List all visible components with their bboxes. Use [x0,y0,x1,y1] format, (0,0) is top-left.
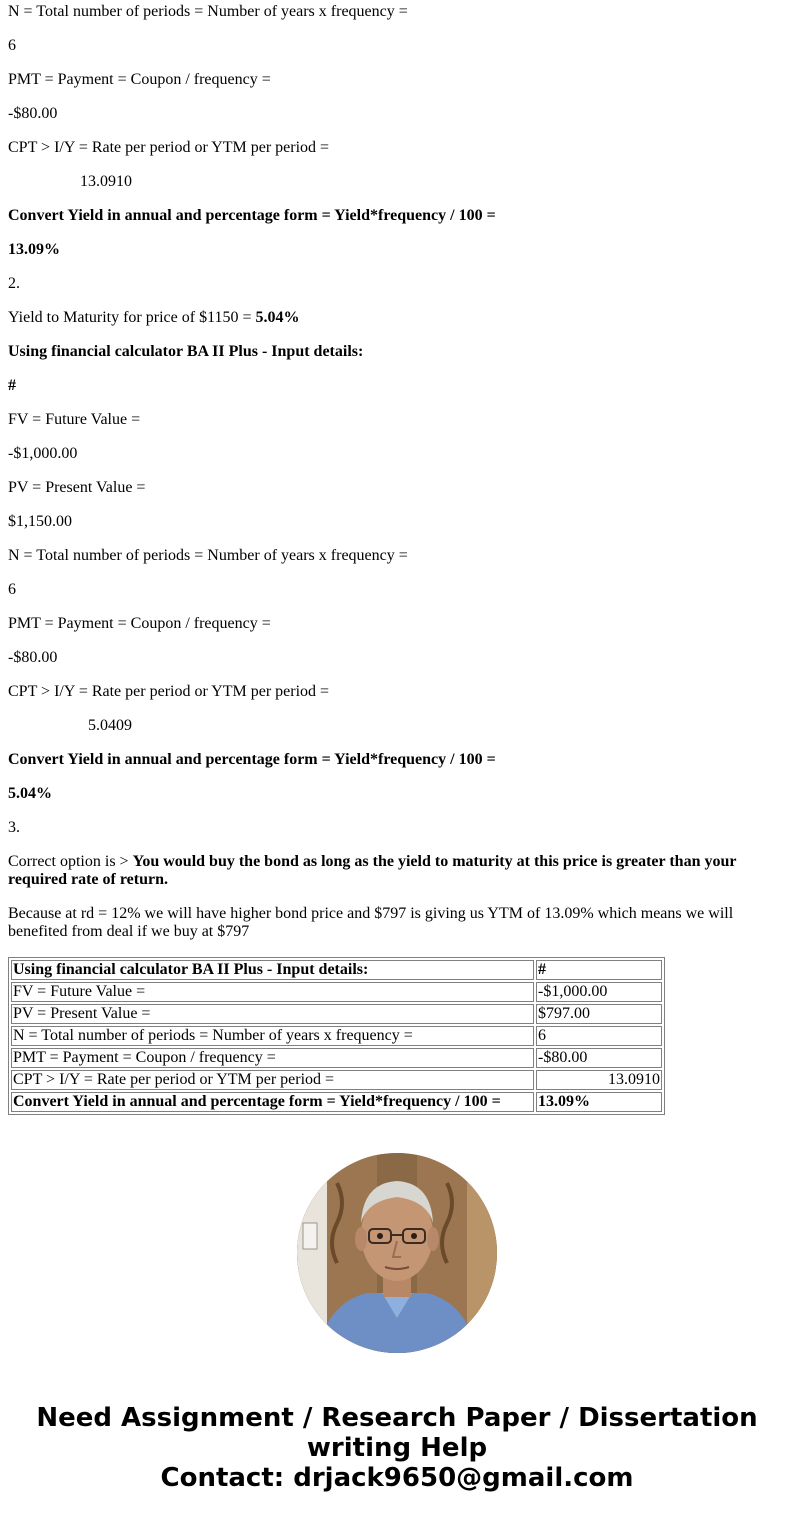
table-cell-value: $797.00 [536,1004,662,1024]
correct-answer: You would buy the bond as long as the yield to maturity at this price is greater than your required rate of return. [8,853,737,888]
convert-label-2: Convert Yield in annual and percentage form = Yield*frequency / 100 = [8,751,496,768]
promo-line-1: Need Assignment / Research Paper / Dissertation writing Help [36,1403,758,1463]
table-row [11,1048,662,1068]
pmt-label-2: PMT = Payment = Coupon / frequency = [8,615,271,632]
table-cell-label: FV = Future Value = [11,982,534,1002]
table-row [11,960,662,980]
table-cell-value: 13.09% [536,1092,662,1112]
fv-label-2: FV = Future Value = [8,411,141,428]
table-cell-value: -$1,000.00 [536,982,662,1002]
cpt-value-1: 13.0910 [80,173,132,190]
table-cell-label: N = Total number of periods = Number of years x frequency = [11,1026,534,1046]
pmt-label-1: PMT = Payment = Coupon / frequency = [8,71,271,88]
table-cell-label: CPT > I/Y = Rate per period or YTM per period = [11,1070,534,1090]
avatar-portrait [297,1153,497,1353]
table-row [11,1092,662,1112]
ytm-line [8,309,300,327]
avatar [297,1153,497,1353]
part3-number: 3. [8,819,20,836]
cpt-value-2: 5.0409 [88,717,132,734]
n-value-1: 6 [8,37,16,54]
convert-value-2: 5.04% [8,785,52,802]
table-cell-value: -$80.00 [536,1048,662,1068]
table-cell-value: # [536,960,662,980]
correct-option [8,853,778,889]
fv-value-2: -$1,000.00 [8,445,78,462]
cpt-label-1: CPT > I/Y = Rate per period or YTM per period = [8,139,330,156]
hash-mark: # [8,377,16,394]
ytm-text: Yield to Maturity for price of $1150 = [8,309,256,326]
pmt-value-2: -$80.00 [8,649,58,666]
table-cell-label: PV = Present Value = [11,1004,534,1024]
table-row [11,1026,662,1046]
table-row [11,982,662,1002]
pv-label-2: PV = Present Value = [8,479,146,496]
n-label-2: N = Total number of periods = Number of years x frequency = [8,547,408,564]
table-cell-label: PMT = Payment = Coupon / frequency = [11,1048,534,1068]
n-label-1: N = Total number of periods = Number of years x frequency = [8,3,408,20]
table-row [11,1004,662,1024]
table-cell-label: Convert Yield in annual and percentage form = Yield*frequency / 100 = [11,1092,534,1112]
part2-number: 2. [8,275,20,292]
pmt-value-1: -$80.00 [8,105,58,122]
table-row [11,1070,662,1090]
promo-contact: Contact: drjack9650@gmail.com [160,1463,634,1493]
ytm-value: 5.04% [255,309,300,326]
table-cell-value: 6 [536,1026,662,1046]
promo-banner [0,1403,794,1493]
correct-prefix: Correct option is > [8,853,133,870]
explanation: Because at rd = 12% we will have higher bond price and $797 is giving us YTM of 13.09% which means we will benefited from deal if we buy at $797 [8,905,734,940]
table-cell-value: 13.0910 [536,1070,662,1090]
table-cell-label: Using financial calculator BA II Plus - Input details: [11,960,534,980]
convert-value-1: 13.09% [8,241,60,258]
pv-value-2: $1,150.00 [8,513,72,530]
cpt-label-2: CPT > I/Y = Rate per period or YTM per period = [8,683,330,700]
calculator-input-table [8,957,665,1115]
n-value-2: 6 [8,581,16,598]
input-heading: Using financial calculator BA II Plus - Input details: [8,343,364,360]
convert-label-1: Convert Yield in annual and percentage form = Yield*frequency / 100 = [8,207,496,224]
